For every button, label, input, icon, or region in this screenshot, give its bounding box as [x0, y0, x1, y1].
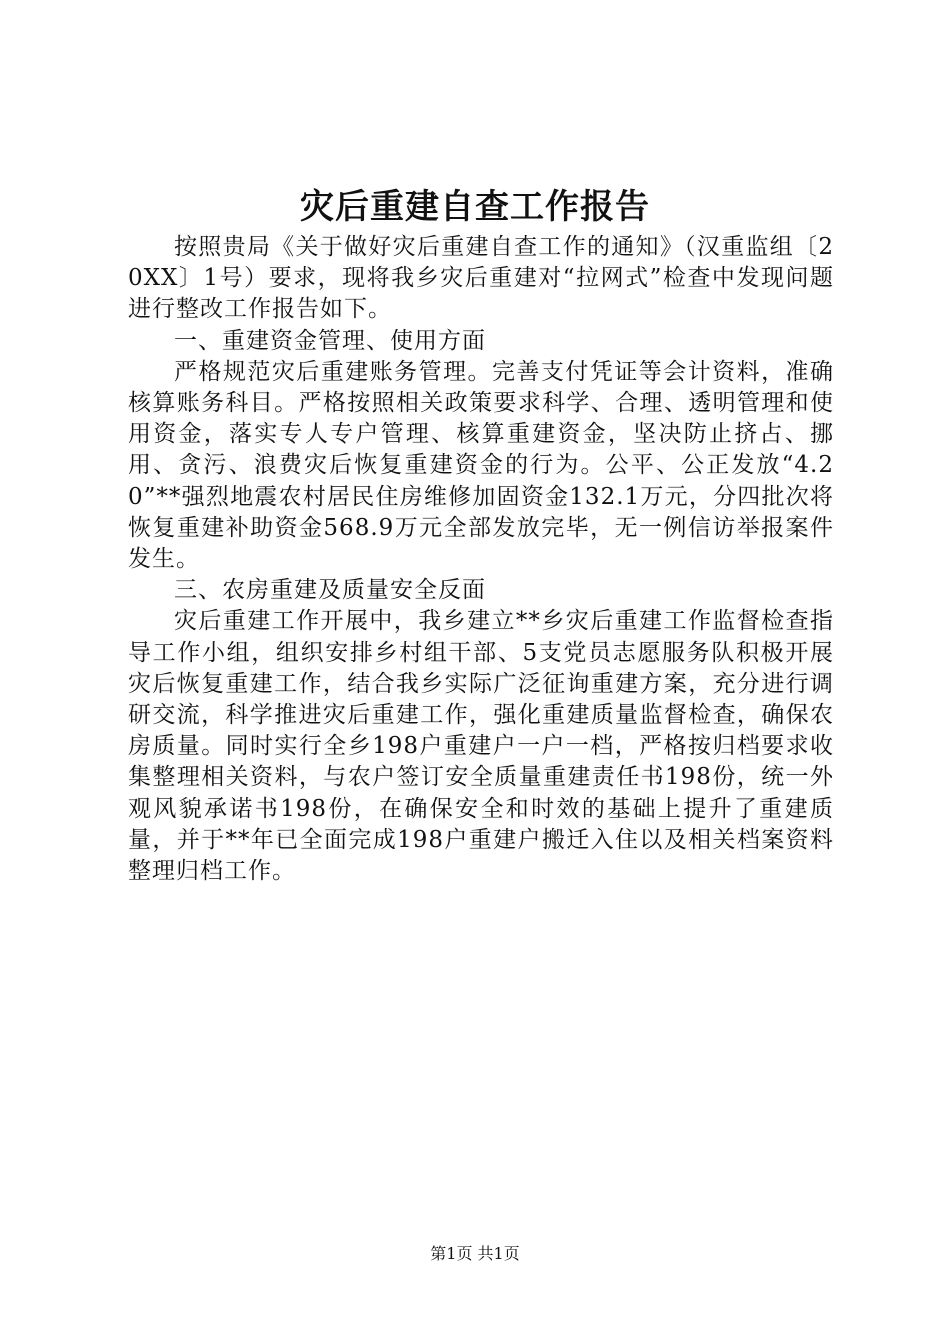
section-heading-housing: 三、农房重建及质量安全反面: [174, 577, 486, 604]
funds-paragraph: 严格规范灾后重建账务管理。完善支付凭证等会计资料，准确核算账务科目。严格按照相关政策要求科学、合理、透明管理和使用资金，落实专人专户管理、核算重建资金，坚决防止挤占、挪用、贪污、浪费灾后恢复重建资金的行为。公平、公正发放“4.20”**强烈地震农村居民住房维修加固资金132.1万元，分四批次将恢复重建补助资金568.9万元全部发放完毕，无一例信访举报案件发生。: [128, 358, 834, 573]
document-body: [128, 232, 834, 887]
housing-paragraph: 灾后重建工作开展中，我乡建立**乡灾后重建工作监督检查指导工作小组，组织安排乡村组干部、5支党员志愿服务队积极开展灾后恢复重建工作，结合我乡实际广泛征询重建方案，充分进行调研交流，科学推进灾后重建工作，强化重建质量监督检查，确保农房质量。同时实行全乡198户重建户一户一档，严格按归档要求收集整理相关资料，与农户签订安全质量重建责任书198份，统一外观风貌承诺书198份，在确保安全和时效的基础上提升了重建质量，并于**年已全面完成198户重建户搬迁入住以及相关档案资料整理归档工作。: [128, 608, 834, 885]
section-heading-funds: 一、重建资金管理、使用方面: [174, 327, 486, 354]
document-title: 灾后重建自查工作报告: [300, 187, 650, 227]
intro-paragraph: 按照贵局《关于做好灾后重建自查工作的通知》（汉重监组〔20XX〕1号）要求，现将我乡灾后重建对“拉网式”检查中发现问题进行整改工作报告如下。: [128, 234, 835, 323]
page-footer: 第1页 共1页: [430, 1244, 520, 1263]
